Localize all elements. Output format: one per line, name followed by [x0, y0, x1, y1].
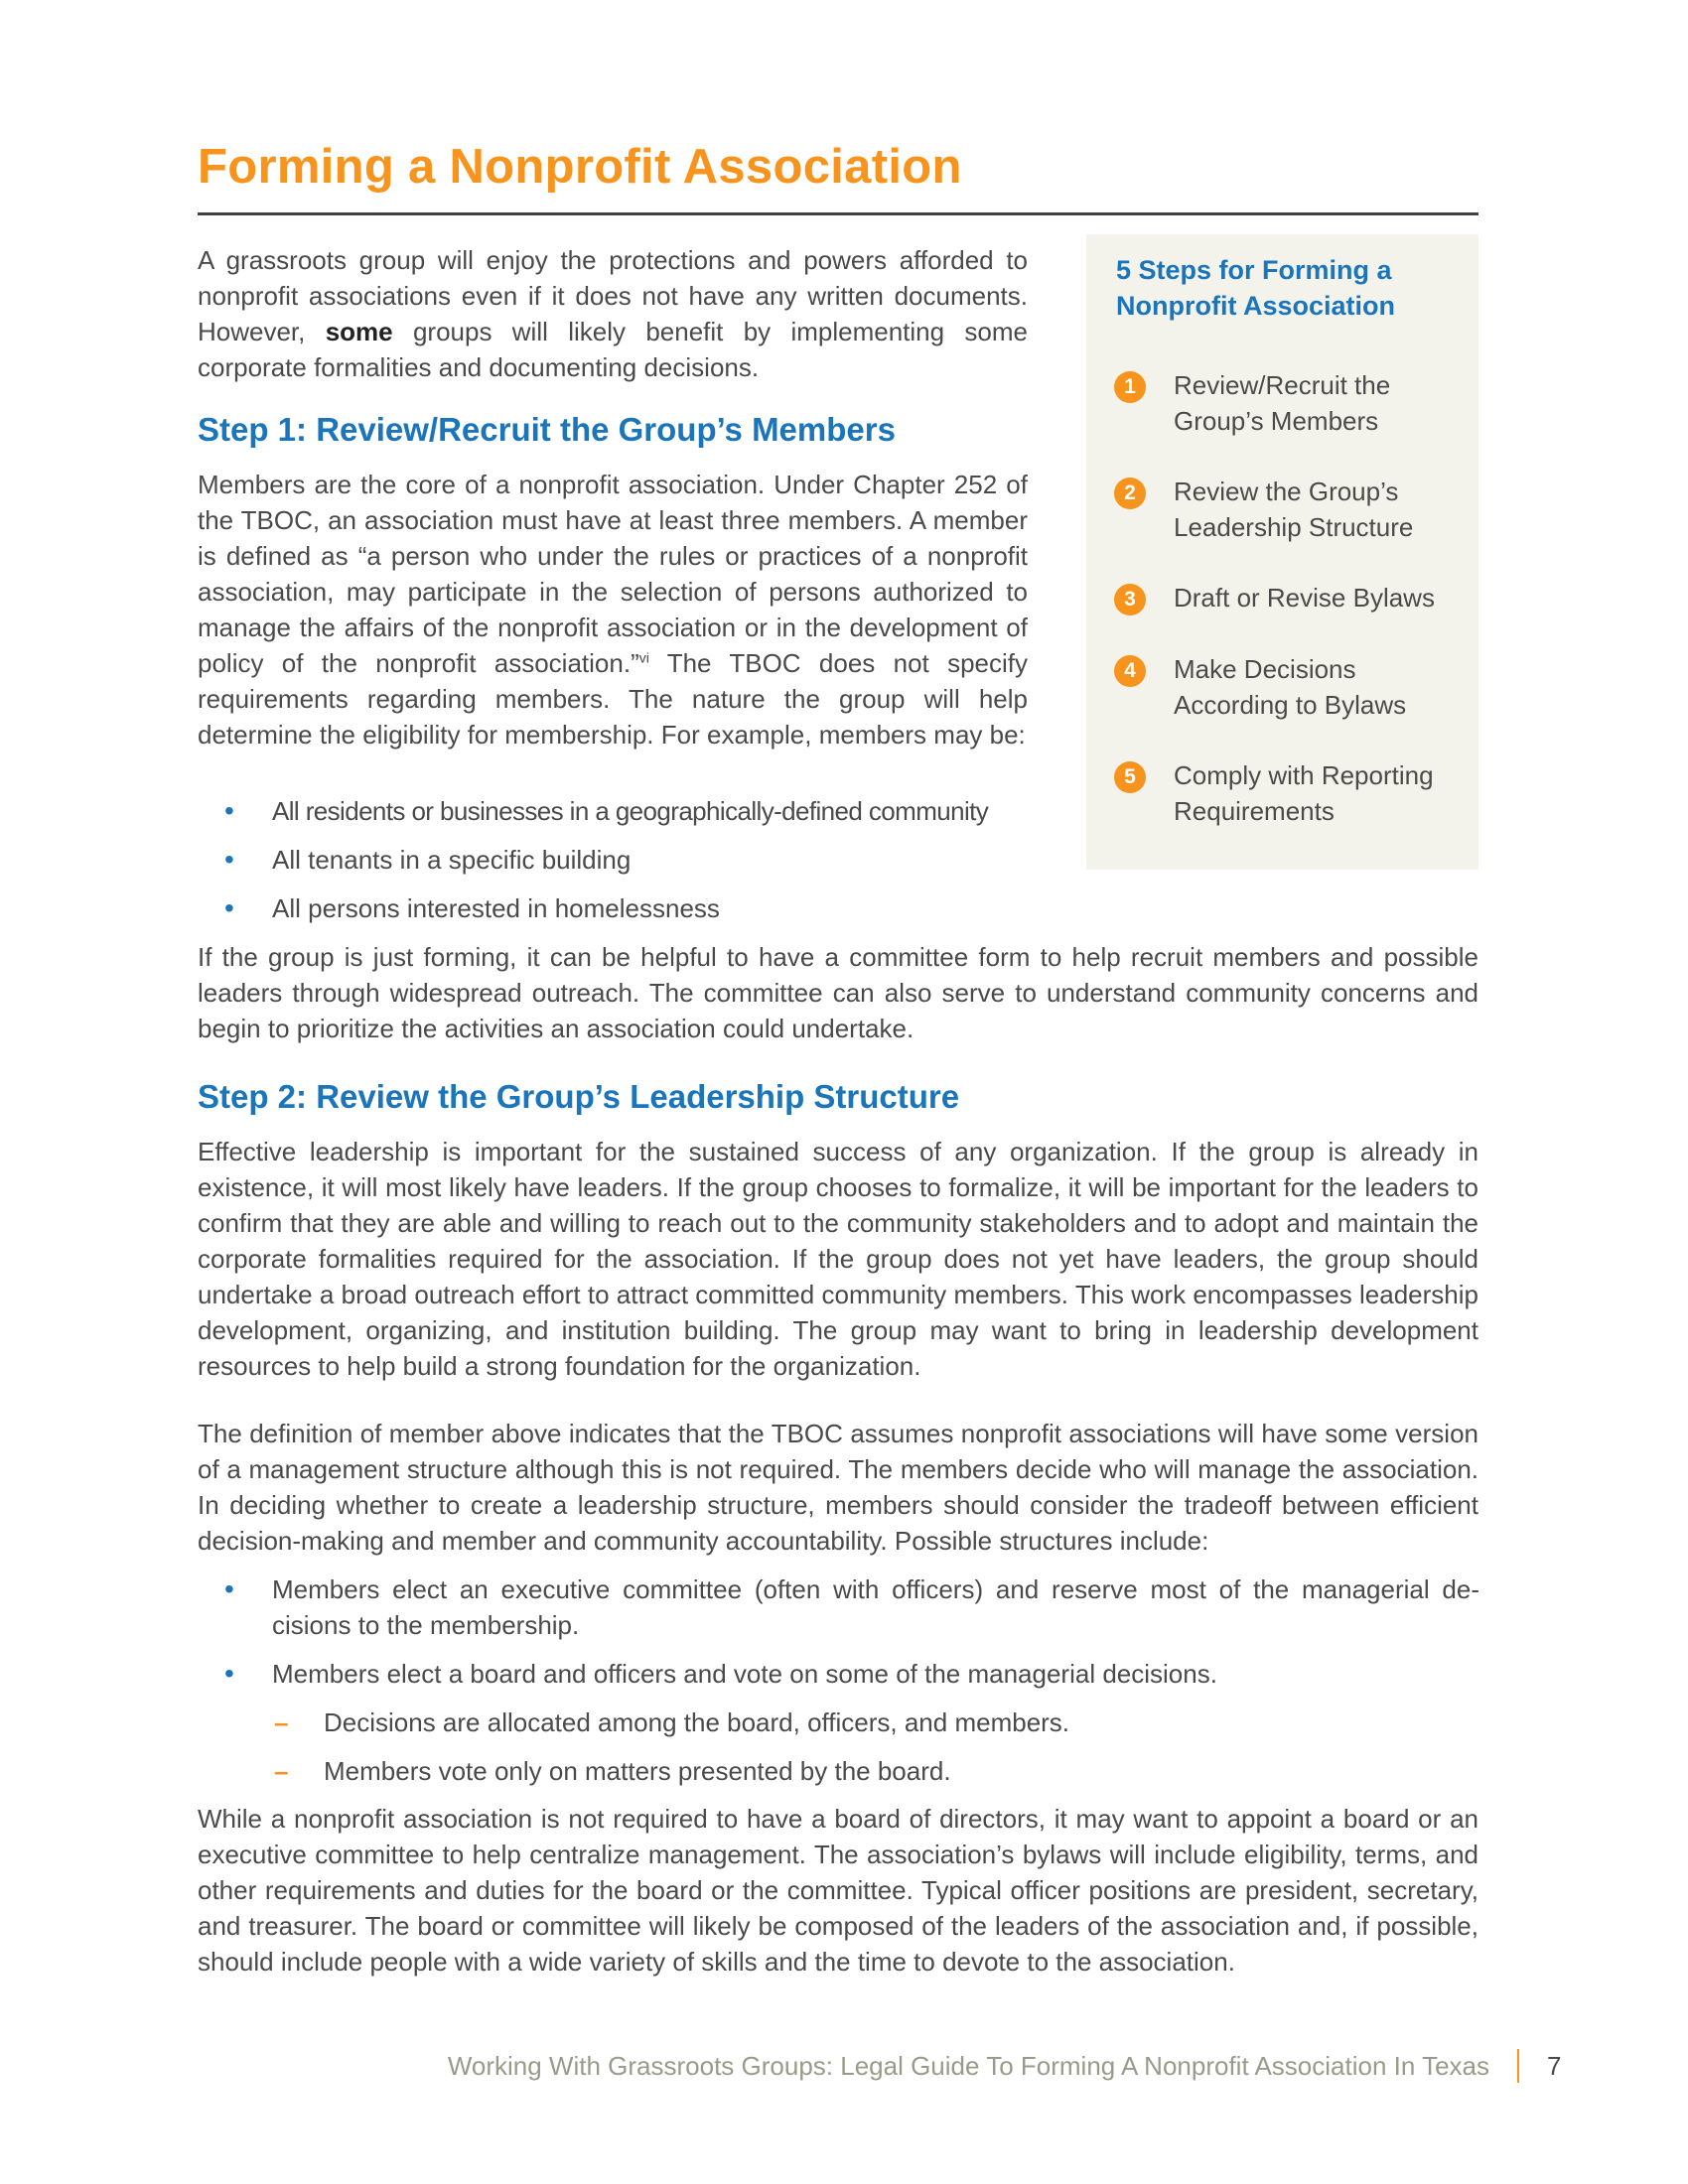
sidebar-step-label: Draft or Revise Bylaws: [1174, 583, 1435, 613]
step2-paragraph-1: Effective leadership is important for the sustained success of any organization. If the group is already in existence, it will most likely have leaders. If the group chooses to formalize, it will be important for the leaders to confirm that they are able and willing to reach out to the community stakeholders and to adopt and maintain the corporate formalities required for the association. If the group does not yet have leaders, the group should undertake a broad outreach effort to attract committed community members. This work encompasses leadership development, organizing, and institution building. The group may want to bring in leadership development resources to help build a strong foundation for the organization.: [198, 1137, 1478, 1381]
page-number: 7: [1547, 2051, 1562, 2081]
step1-closing-paragraph: If the group is just forming, it can be helpful to have a committee form to help recruit members and possible leaders through widespread outreach. The committee can also serve to understand community concerns and begin to prioritize the activities an association could undertake.: [198, 942, 1478, 1043]
step-number-badge: 2: [1114, 478, 1146, 509]
title-divider: [198, 212, 1478, 215]
footer-divider: [1517, 2049, 1519, 2083]
intro-bold-word: some: [325, 317, 393, 346]
step2-paragraph-2: The definition of member above indicates that the TBOC assumes nonprofit associations will have some version of a management structure although this is not required. The members decide who will manage the association. In deciding whether to create a leadership structure, members should consider the tradeoff between efficient decision-making and member and community accountability. Possible structures include:: [198, 1419, 1478, 1556]
footer-title: Working With Grassroots Groups: Legal Guide To Forming A Nonprofit Association In Texas: [447, 2051, 1489, 2081]
step1-bullet-text: All persons interested in homelessness: [272, 893, 720, 923]
sidebar-step-label: Review the Group’s Leadership Structure: [1174, 477, 1414, 542]
step2-sub-bullet-text: Decisions are allocated among the board, officers, and members.: [324, 1707, 1070, 1737]
page-title: Forming a Nonprofit Association: [198, 140, 962, 194]
intro-text-end: groups will likely benefit by implementing some corporate formalities and documenting decisions.: [198, 317, 1028, 382]
step-number-badge: 5: [1114, 761, 1146, 793]
step-number-badge: 1: [1114, 371, 1146, 403]
step1-paragraph: [198, 467, 1028, 752]
bullet-dot-icon: •: [224, 892, 234, 923]
step1-heading: Step 1: Review/Recruit the Group’s Members: [198, 411, 896, 448]
bullet-dot-icon: •: [224, 1658, 234, 1689]
step2-heading: Step 2: Review the Group’s Leadership Structure: [198, 1078, 960, 1115]
dash-bullet-icon: –: [274, 1756, 289, 1786]
intro-text-start: A grassroots group will enjoy the protections and powers afforded to nonprofit associations even if it does not have any written documents. However,: [198, 245, 1028, 346]
sidebar-step-label: Make Decisions According to Bylaws: [1174, 654, 1407, 720]
dash-bullet-icon: –: [274, 1707, 289, 1737]
step2-bullet-text: Members elect an executive committee (often with officers) and reserve most of the managerial de-cisions to the membership.: [272, 1574, 1479, 1640]
intro-paragraph: [198, 242, 1028, 385]
sidebar-title: 5 Steps for Forming a Nonprofit Association: [1116, 255, 1395, 321]
bullet-dot-icon: •: [224, 844, 234, 875]
sidebar-step-label: Comply with Reporting Requirements: [1174, 760, 1434, 826]
steps-sidebar: [1086, 234, 1478, 870]
step-number-badge: 4: [1114, 655, 1146, 687]
step-number-badge: 3: [1114, 584, 1146, 615]
step2-sub-bullet-text: Members vote only on matters presented by the board.: [324, 1756, 951, 1786]
step2-bullet-text: Members elect a board and officers and vote on some of the managerial decisions.: [272, 1659, 1217, 1689]
step2-closing-paragraph: While a nonprofit association is not required to have a board of directors, it may want to appoint a board or an executive committee to help centralize management. The association’s bylaws will include eligibility, terms, and other requirements and duties for the board or the committee. Typical officer positions are president, secretary, and treasurer. The board or committee will likely be composed of the leaders of the association and, if possible, should include people with a wide variety of skills and the time to devote to the association.: [198, 1804, 1478, 1977]
sidebar-step-label: Review/Recruit the Group’s Members: [1174, 370, 1391, 436]
bullet-dot-icon: •: [224, 795, 234, 826]
step1-bullet-text: All residents or businesses in a geographically-defined community: [272, 796, 989, 826]
step1-paragraph-text: Members are the core of a nonprofit association. Under Chapter 252 of the TBOC, an association must have at least three members. A member is defined as “a person who under the rules or practices of a nonprofit association, may participate in the selection of persons authorized to manage the affairs of the nonprofit association or in the development of policy of the nonprofit association.”: [198, 470, 1028, 678]
step1-paragraph-text-continued: The TBOC does not specify requirements regarding members. The nature the group will help determine the eligibility for membership. For example, members may be:: [198, 648, 1028, 750]
footnote-marker: vi: [638, 649, 649, 666]
step1-bullet-text: All tenants in a specific building: [272, 845, 632, 875]
bullet-dot-icon: •: [224, 1573, 234, 1604]
